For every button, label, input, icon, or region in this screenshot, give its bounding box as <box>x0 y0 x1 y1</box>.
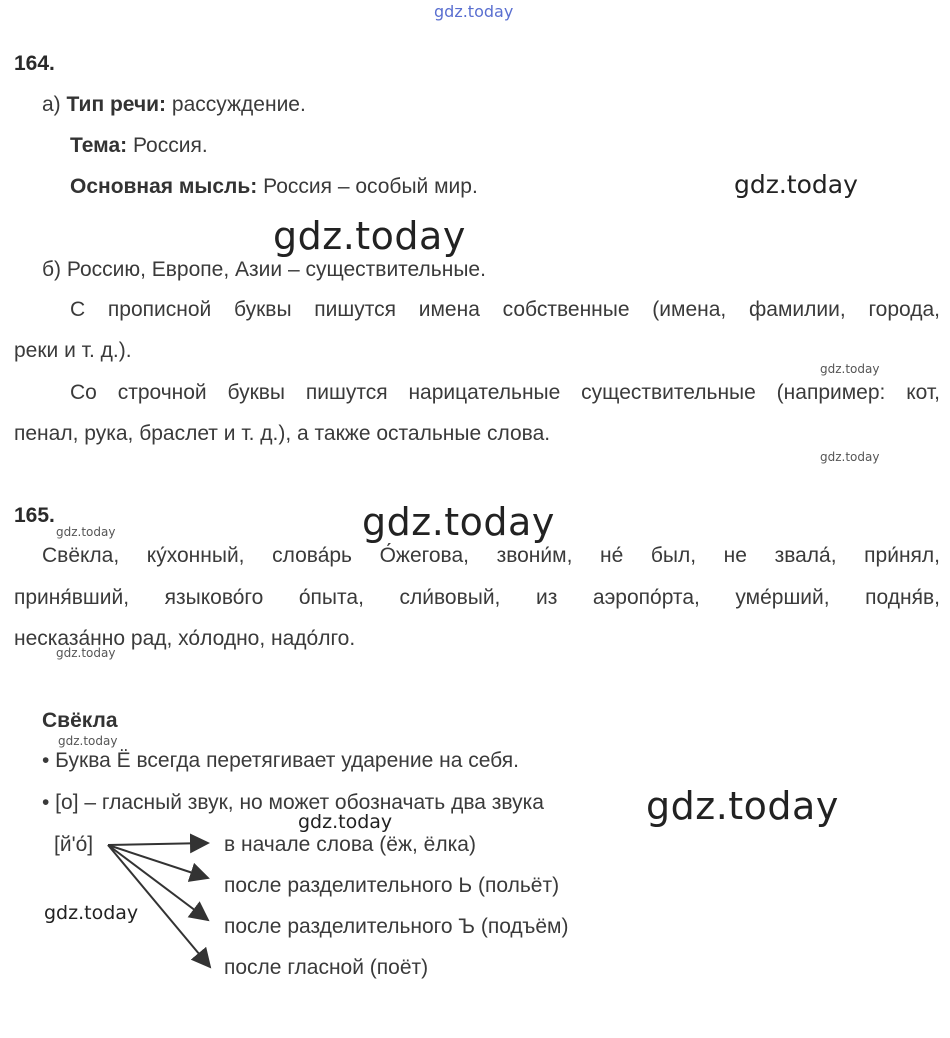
bullet-o-sound: • [о] – гласный звук, но может обозначать два звука <box>42 791 544 814</box>
watermark: gdz.today <box>362 500 555 544</box>
stress-words-line2: приня́вший, языково́го о́пыта, сли́вовый, из аэропо́рта, уме́рший, подня́в, <box>14 586 940 609</box>
branch-2: после разделительного Ь (польёт) <box>224 874 560 897</box>
watermark: gdz.today <box>820 450 880 464</box>
stress-words-line1: Свёкла, ку́хонный, слова́рь О́жегова, звони́м, не́ был, не звала́, при́нял, <box>42 544 940 567</box>
branch-1: в начале слова (ёж, ёлка) <box>224 833 476 856</box>
watermark-top: gdz.today <box>434 2 514 21</box>
watermark: gdz.today <box>56 525 116 539</box>
watermark: gdz.today <box>56 646 116 660</box>
theme-label: Тема: <box>70 134 128 157</box>
arrow-1 <box>108 843 208 845</box>
task-165-number: 165. <box>14 504 55 527</box>
stress-words-line3: несказа́нно рад, хо́лодно, надо́лго. <box>14 627 356 650</box>
main-idea-value: Россия – особый мир. <box>257 175 478 198</box>
watermark: gdz.today <box>820 362 880 376</box>
item-b-line: б) Россию, Европе, Азии – существительные. <box>42 258 486 281</box>
watermark: gdz.today <box>44 902 139 924</box>
item-a-prefix: а) <box>42 93 67 116</box>
watermark: gdz.today <box>298 811 393 833</box>
speech-type-label: Тип речи: <box>66 93 167 116</box>
watermark: gdz.today <box>646 784 839 828</box>
capital-letter-rule-line2: реки и т. д.). <box>14 339 132 362</box>
watermark: gdz.today <box>58 734 118 748</box>
speech-type-value: рассуждение. <box>166 93 306 116</box>
theme-value: Россия. <box>127 134 208 157</box>
watermark: gdz.today <box>273 214 466 258</box>
main-idea-label: Основная мысль: <box>70 175 258 198</box>
capital-letter-rule-line1: С прописной буквы пишутся имена собственные (имена, фамилии, города, <box>70 298 940 321</box>
sound-transcription: [й'о́] <box>54 833 94 856</box>
word-title: Свёкла <box>42 709 118 732</box>
branch-3: после разделительного Ъ (подъём) <box>224 915 569 938</box>
branch-4: после гласной (поёт) <box>224 956 429 979</box>
bullet-yo-stress: • Буква Ё всегда перетягивает ударение на себя. <box>42 749 519 772</box>
task-164-number: 164. <box>14 52 55 75</box>
watermark: gdz.today <box>734 170 858 199</box>
lowercase-rule-line1: Со строчной буквы пишутся нарицательные существительные (например: кот, <box>70 381 940 404</box>
lowercase-rule-line2: пенал, рука, браслет и т. д.), а также остальные слова. <box>14 422 551 445</box>
